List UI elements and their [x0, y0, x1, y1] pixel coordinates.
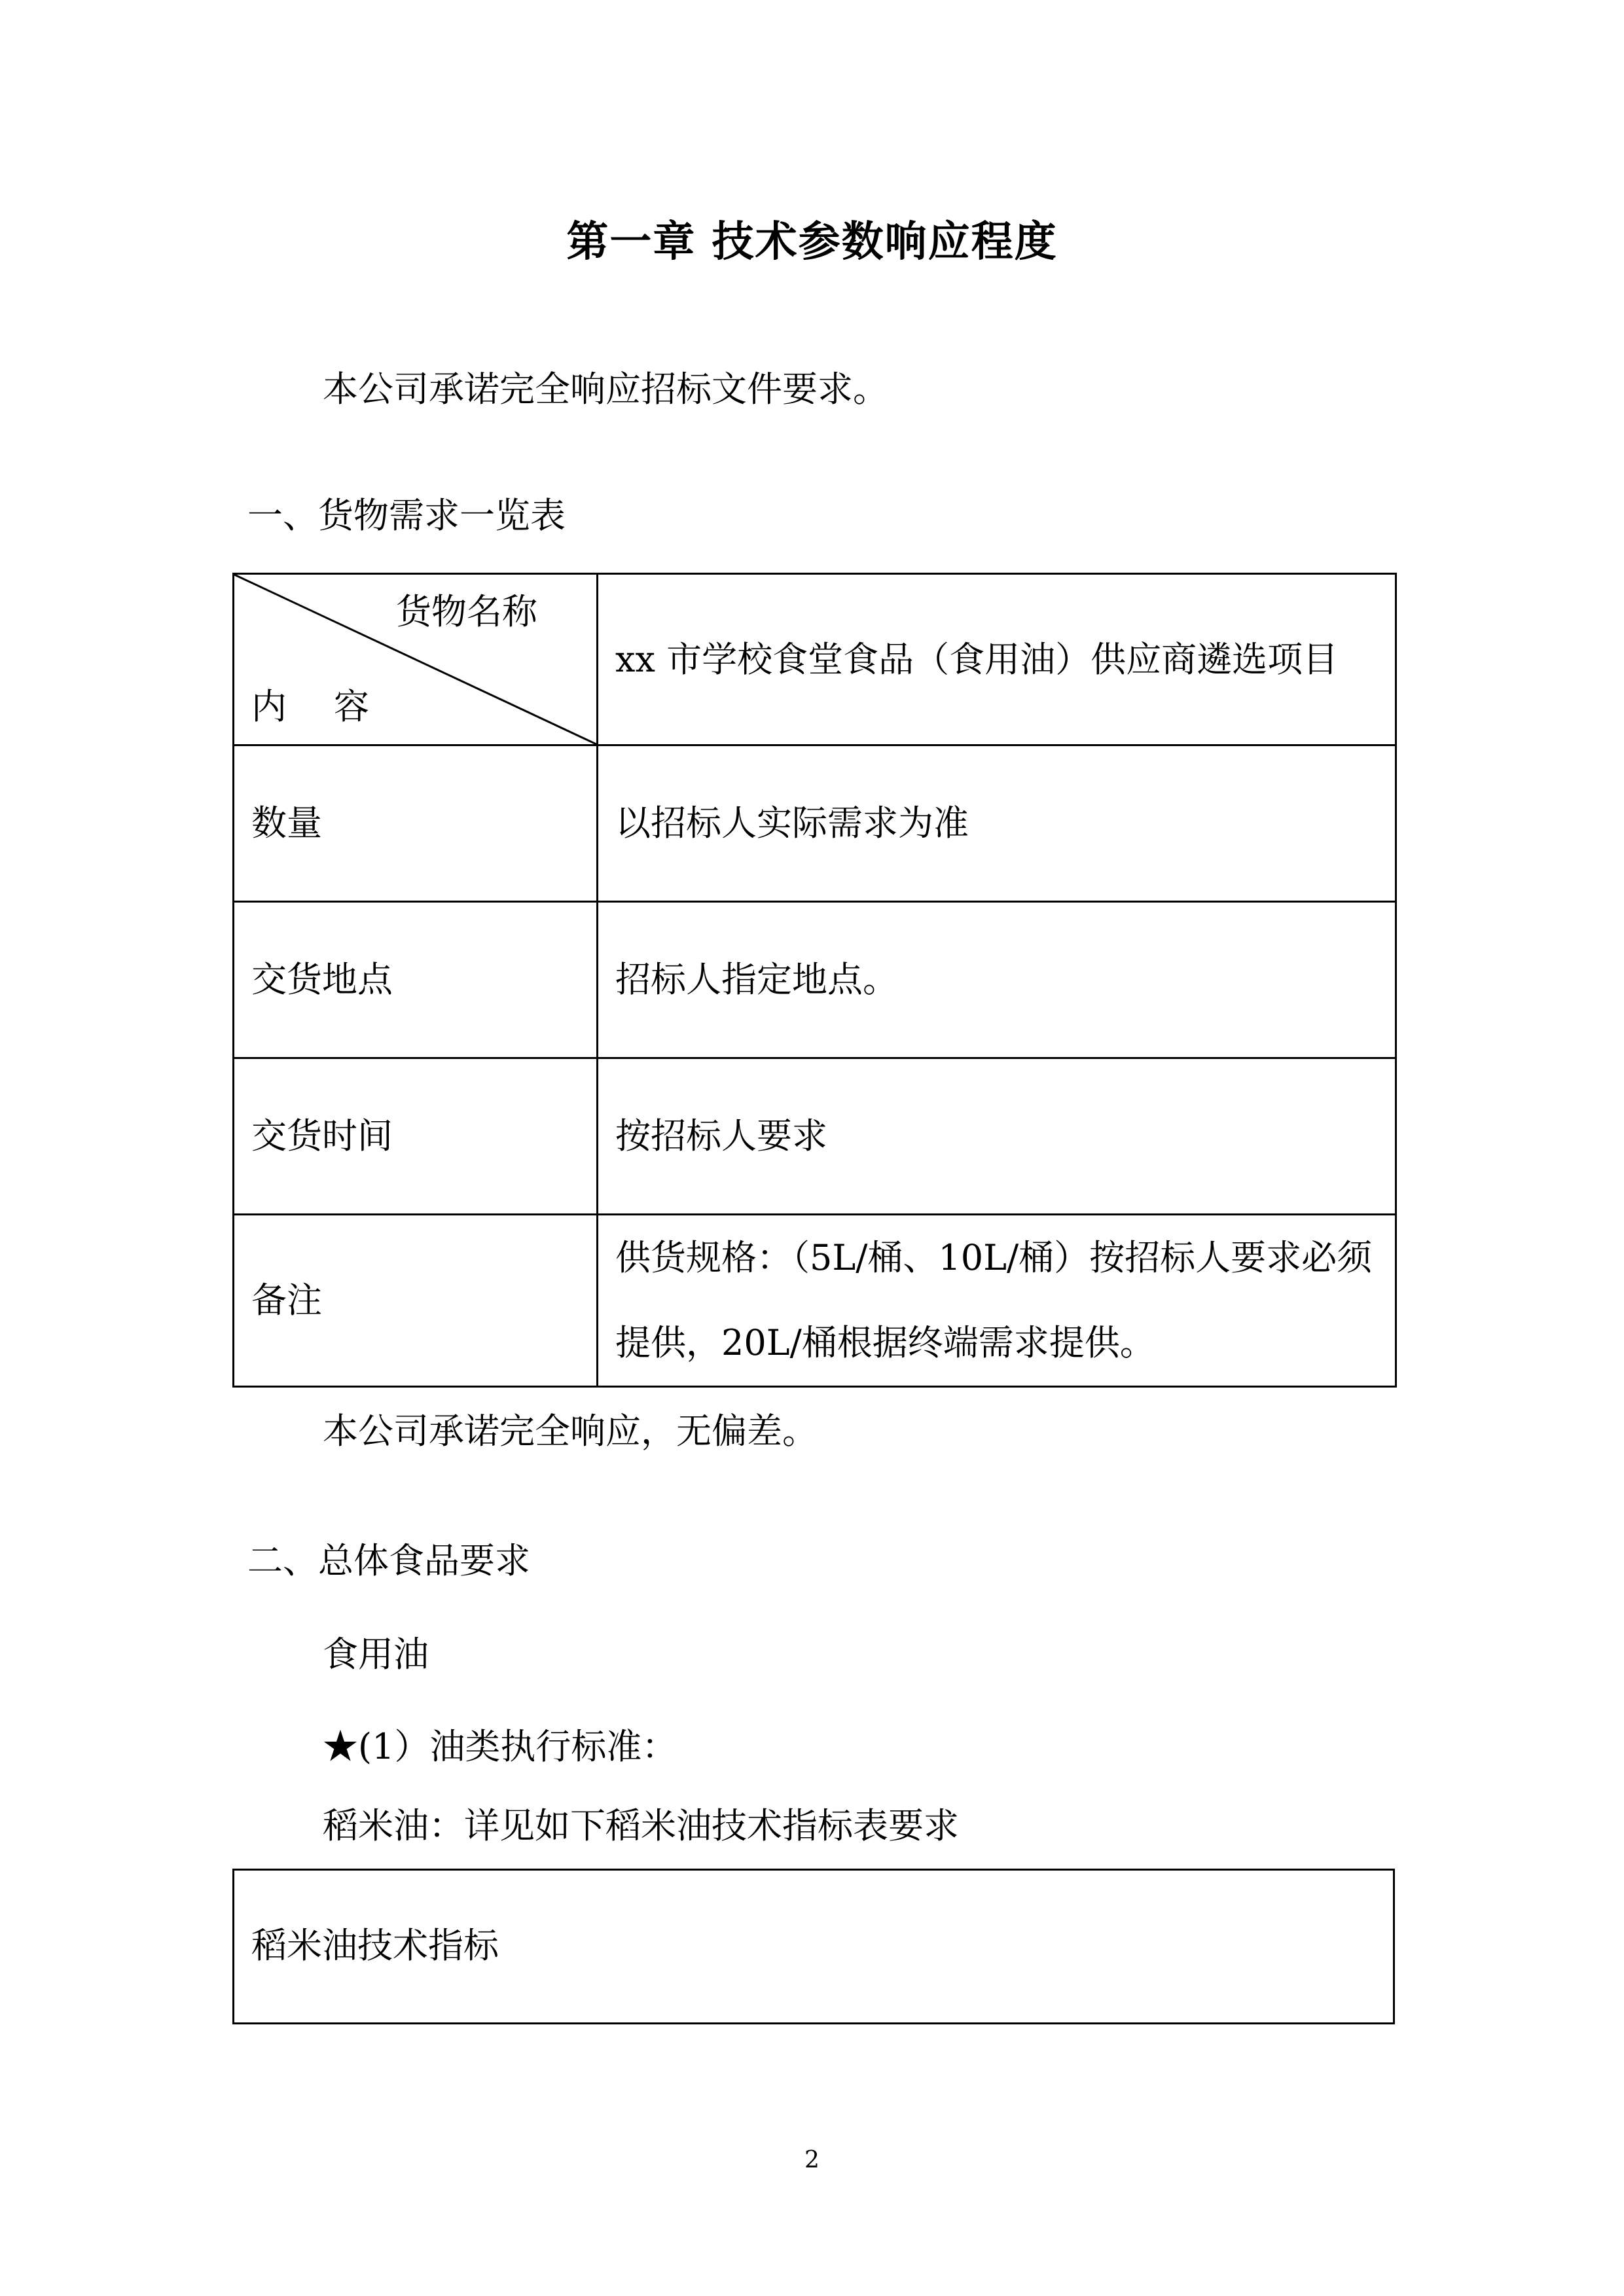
- row-value: 按招标人要求: [598, 1058, 1396, 1215]
- page-number: 2: [804, 2147, 820, 2174]
- section1-heading: 一、货物需求一览表: [247, 495, 566, 536]
- row-label: 备注: [234, 1215, 598, 1387]
- row-label: 交货时间: [234, 1058, 598, 1215]
- section2-heading: 二、总体食品要求: [247, 1540, 530, 1581]
- goods-requirement-table: [232, 573, 1397, 1388]
- table-row: [234, 902, 1396, 1058]
- rice-oil-spec-title: 稻米油技术指标: [251, 1925, 499, 1966]
- intro-paragraph: 本公司承诺完全响应招标文件要求。: [323, 368, 888, 410]
- header-goods-name: 货物名称: [396, 591, 537, 632]
- row-value: 供货规格：（5L/桶、10L/桶）按招标人要求必须提供，20L/桶根据终端需求提供。: [598, 1215, 1396, 1387]
- row-value: 招标人指定地点。: [598, 902, 1396, 1058]
- rice-oil-spec-box: [232, 1869, 1395, 2024]
- table-row: [234, 1215, 1396, 1387]
- edible-oil-label: 食用油: [323, 1634, 429, 1675]
- chapter-title: 第一章 技术参数响应程度: [566, 217, 1058, 266]
- table-header-row: [234, 574, 1396, 745]
- header-content: 内容: [251, 686, 416, 727]
- table-row: [234, 745, 1396, 902]
- project-name-cell: xx 市学校食堂食品（食用油）供应商遴选项目: [598, 574, 1396, 745]
- row-value: 以招标人实际需求为准: [598, 745, 1396, 902]
- row-label: 交货地点: [234, 902, 598, 1058]
- table-row: [234, 1058, 1396, 1215]
- commitment-paragraph: 本公司承诺完全响应，无偏差。: [323, 1410, 818, 1452]
- oil-standard-item: ★(1）油类执行标准：: [323, 1726, 677, 1767]
- row-label: 数量: [234, 745, 598, 902]
- rice-oil-note: 稻米油：详见如下稻米油技术指标表要求: [323, 1805, 959, 1846]
- diagonal-header-cell: [234, 574, 598, 745]
